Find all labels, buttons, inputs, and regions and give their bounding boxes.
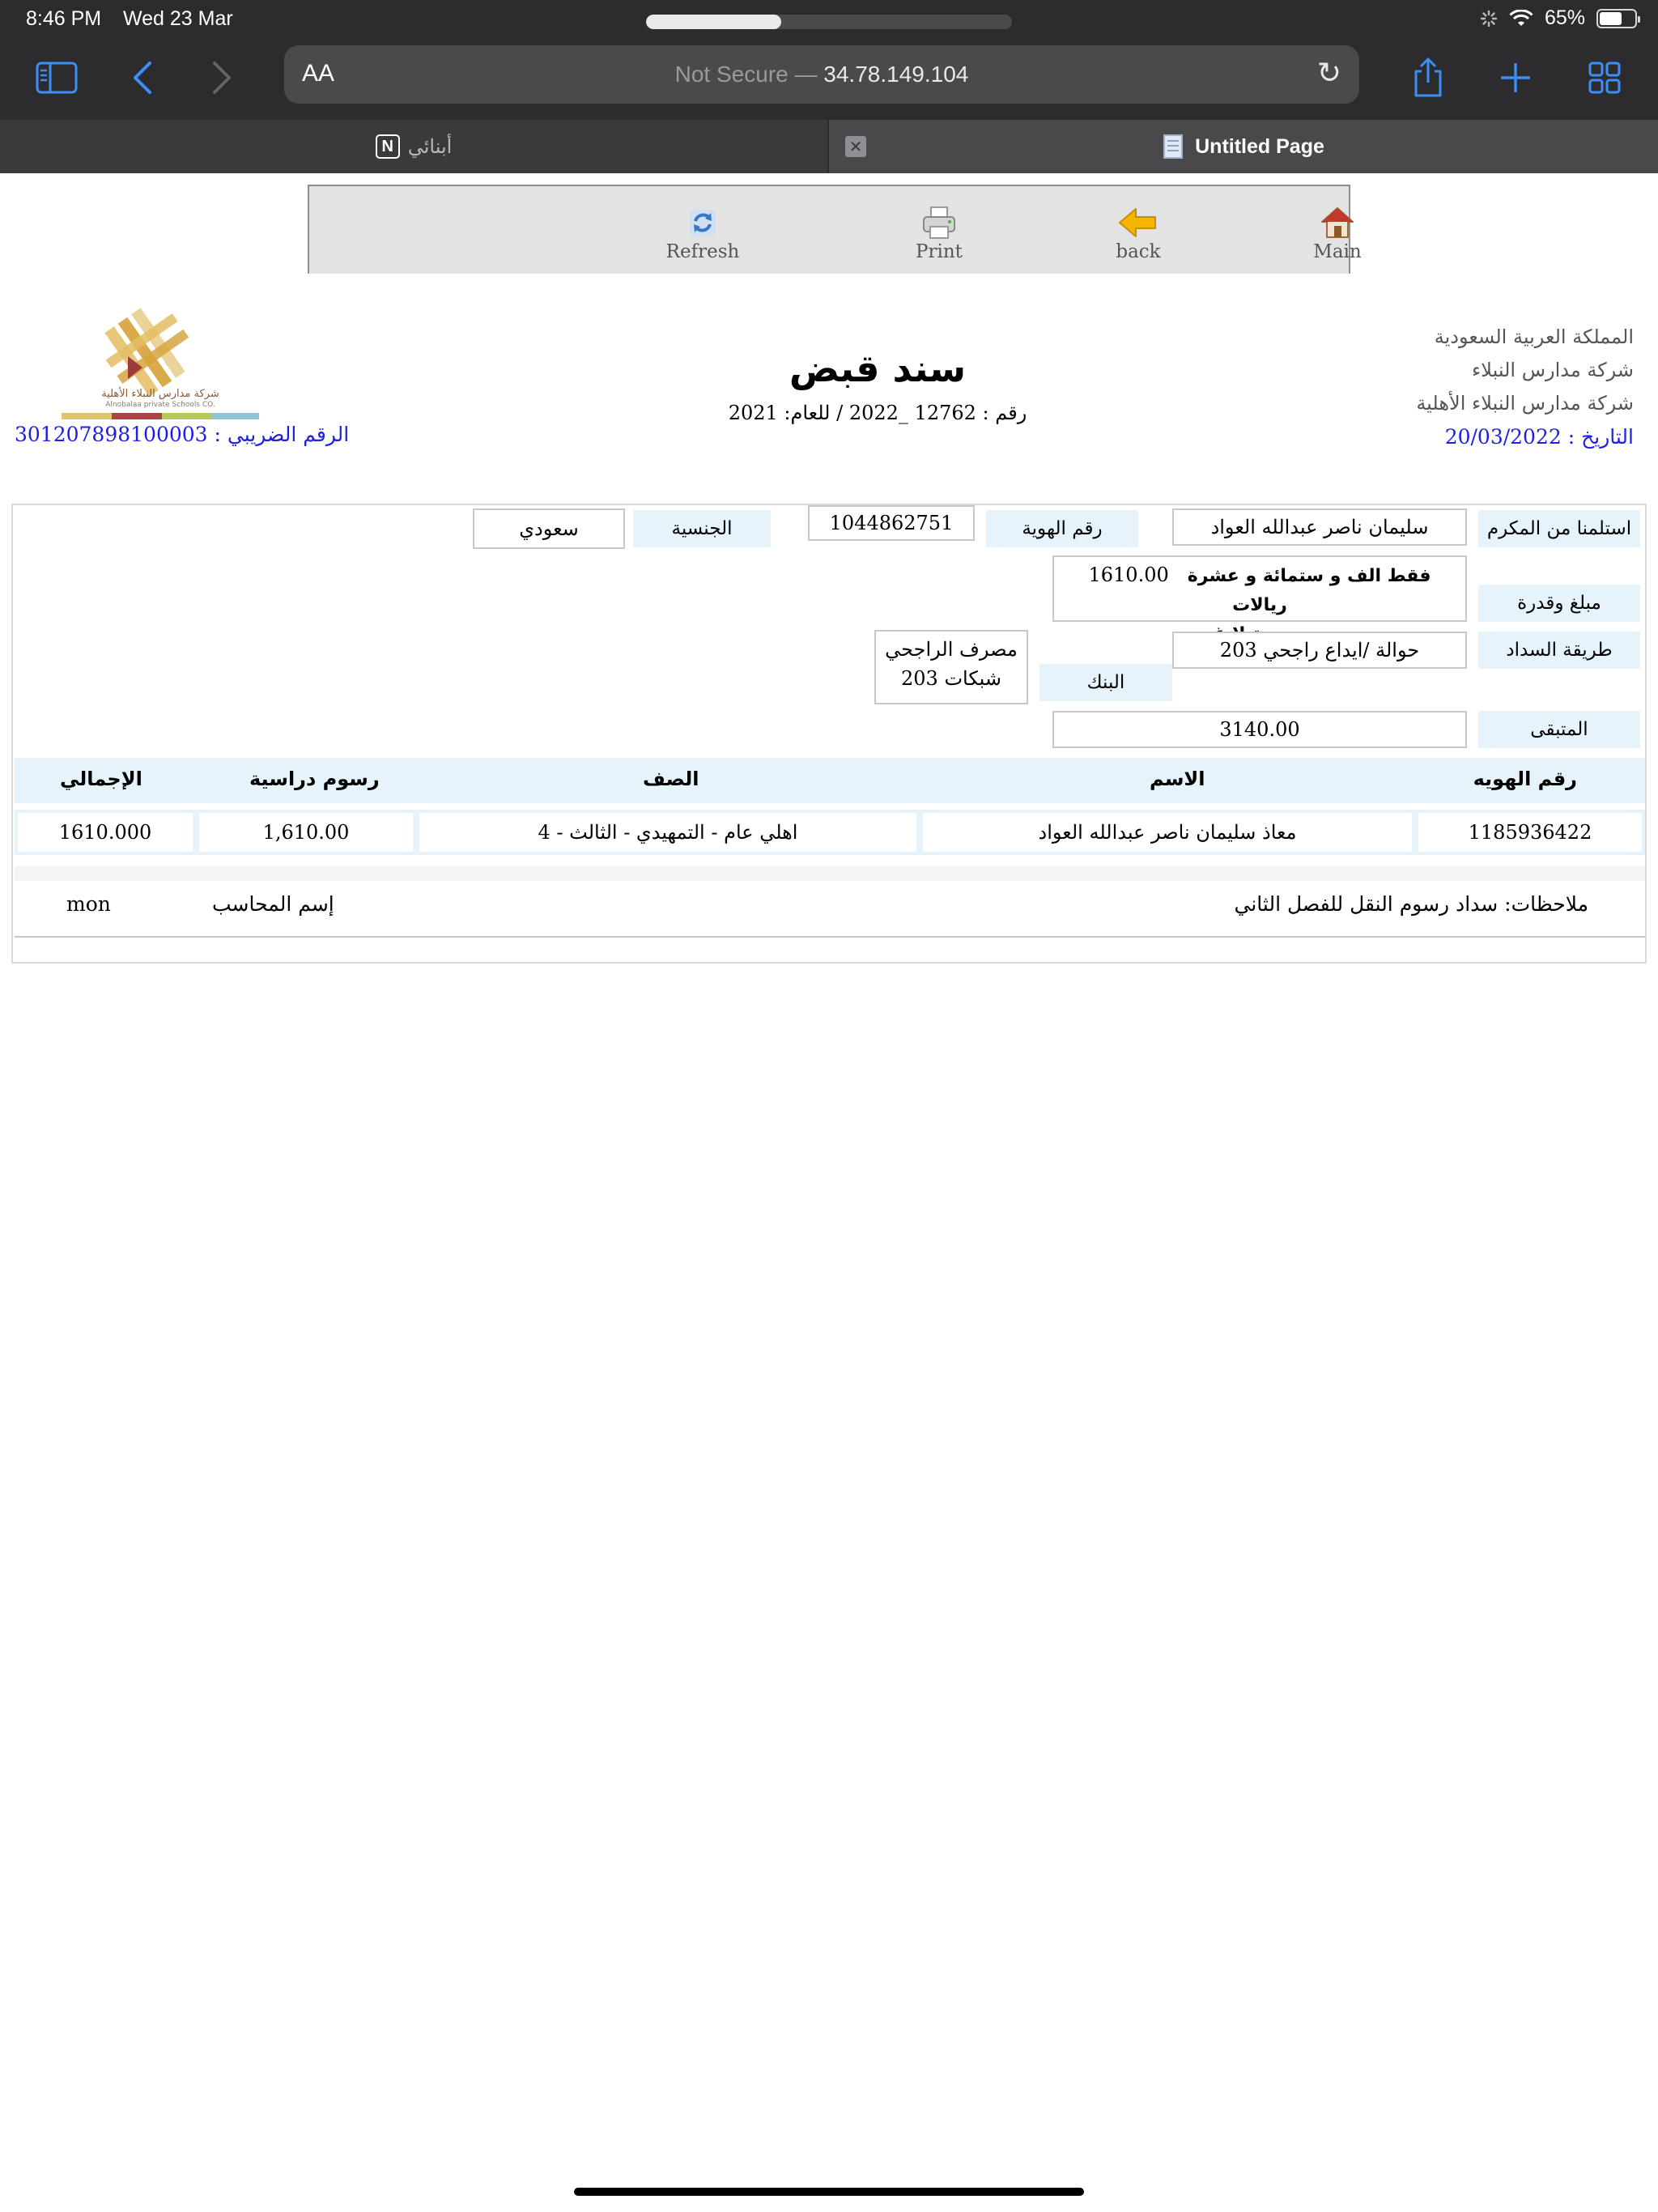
footer-divider <box>15 936 1645 938</box>
amount-line-1 <box>1062 560 1457 620</box>
tab-strip <box>0 120 1658 173</box>
org-company-full: شركة مدارس النبلاء الأهلية <box>1416 392 1634 415</box>
receipt-date: التاريخ : 20/03/2022 <box>1444 425 1634 449</box>
printer-icon <box>921 206 957 240</box>
cell-total <box>15 810 196 855</box>
forward-nav-icon[interactable] <box>198 53 246 102</box>
page-title: سند قبض <box>789 347 967 390</box>
tab-label: أبنائي <box>407 135 453 158</box>
nationality-label: الجنسية <box>633 510 771 547</box>
page-load-progress <box>646 15 1012 29</box>
tab-abnaai[interactable] <box>0 120 827 173</box>
received-from-value: سليمان ناصر عبدالله العواد <box>1172 508 1467 546</box>
receipt-box <box>11 504 1647 963</box>
col-id: رقم الهويه <box>1473 768 1577 790</box>
remaining-label: المتبقى <box>1478 711 1640 748</box>
battery-level <box>1600 12 1622 25</box>
cell-fees <box>196 810 416 855</box>
receipt-number: رقم : 12762 _2022 / للعام: 2021 <box>728 402 1027 424</box>
payment-method-label: طريقة السداد <box>1478 632 1640 669</box>
battery-percent: 65% <box>1544 6 1585 29</box>
status-bar <box>0 0 1658 37</box>
new-tab-icon[interactable] <box>1491 53 1540 102</box>
receipt-title-block <box>667 347 1088 424</box>
fees-table-header <box>15 758 1645 803</box>
address-host: 34.78.149.104 <box>823 62 969 87</box>
back-nav-icon[interactable] <box>118 53 167 102</box>
status-date: Wed 23 Mar <box>123 7 233 30</box>
menu-refresh[interactable] <box>654 204 751 262</box>
back-label: back <box>1116 241 1161 262</box>
close-tab-icon[interactable]: ✕ <box>845 136 866 157</box>
org-country: المملكة العربية السعودية <box>1434 325 1634 348</box>
bank-value <box>874 630 1028 704</box>
address-bar[interactable] <box>284 45 1359 104</box>
payment-method-value: حوالة /ايداع راجحي 203 <box>1172 632 1467 669</box>
home-indicator[interactable] <box>574 2188 1084 2196</box>
main-label: Main <box>1313 241 1362 262</box>
school-logo <box>58 301 262 424</box>
sidebar-toggle-icon[interactable] <box>32 53 81 102</box>
cell-id-text: 1185936422 <box>1418 813 1642 852</box>
address-text[interactable] <box>284 62 1359 87</box>
logo-english-text: Alnobalaa private Schools CO. <box>105 401 215 409</box>
tab-overview-icon[interactable] <box>1580 53 1629 102</box>
tab-favicon: N <box>376 134 400 159</box>
col-fees: رسوم دراسية <box>249 768 380 790</box>
tab-untitled-page[interactable] <box>829 120 1658 173</box>
received-from-label: استلمنا من المكرم <box>1478 510 1640 547</box>
menu-main[interactable] <box>1289 204 1386 262</box>
page-load-progress-fill <box>646 15 781 29</box>
cell-fees-text: 1,610.00 <box>199 813 413 852</box>
address-prefix: Not Secure — <box>674 62 824 87</box>
cell-total-text: 1610.000 <box>18 813 193 852</box>
browser-toolbar <box>0 37 1658 120</box>
status-indicators <box>1480 6 1637 30</box>
remaining-value: 3140.00 <box>1052 711 1467 748</box>
amount-number: 1610.00 <box>1088 564 1169 586</box>
wifi-icon <box>1509 10 1533 28</box>
battery-icon <box>1596 9 1637 28</box>
amount-value <box>1052 555 1467 622</box>
accountant-label: إسم المحاسب <box>212 892 334 916</box>
cell-class-text: اهلي عام - التمهيدي - الثالث - 4 <box>419 813 916 852</box>
refresh-icon <box>687 206 719 239</box>
cell-class <box>416 810 920 855</box>
col-total: الإجمالي <box>60 768 142 790</box>
organization-header <box>1416 321 1634 453</box>
menu-back[interactable] <box>1090 204 1187 262</box>
logo-arabic-text: شركة مدارس النبلاء الأهلية <box>101 388 219 400</box>
id-value: 1044862751 <box>808 505 975 541</box>
col-name: الاسم <box>1150 768 1205 790</box>
refresh-label: Refresh <box>665 241 740 262</box>
activity-spinner-icon <box>1480 10 1498 28</box>
col-class: الصف <box>643 768 699 790</box>
id-label: رقم الهوية <box>986 510 1138 547</box>
cell-name <box>920 810 1415 855</box>
org-company: شركة مدارس النبلاء <box>1472 359 1634 381</box>
accountant-name: mon <box>66 892 111 916</box>
status-time: 8:46 PM <box>26 7 102 30</box>
reader-aa-button[interactable]: AA <box>302 60 335 87</box>
menu-print[interactable] <box>891 204 988 262</box>
tax-number: الرقم الضريبي : 301207898100003 <box>15 423 350 446</box>
tab-label: Untitled Page <box>1195 134 1324 158</box>
cell-id <box>1415 810 1645 855</box>
page-menu <box>308 185 1362 274</box>
notes-text: ملاحظات: سداد رسوم النقل للفصل الثاني <box>1234 892 1588 916</box>
bank-label: البنك <box>1039 664 1172 701</box>
notes-separator <box>15 866 1645 881</box>
bank-line-1: مصرف الراجحي <box>885 638 1018 661</box>
amount-words-1: فقط الف و ستمائة و عشرة ريالات <box>1187 566 1431 615</box>
reload-icon[interactable]: ↻ <box>1316 57 1341 90</box>
back-arrow-icon <box>1118 206 1158 239</box>
table-row <box>15 803 1645 860</box>
home-icon <box>1320 206 1355 240</box>
print-label: Print <box>916 241 963 262</box>
share-icon[interactable] <box>1404 53 1452 102</box>
page-icon <box>1163 134 1185 160</box>
bank-line-2: شبكات 203 <box>901 667 1001 690</box>
nationality-value: سعودي <box>473 508 625 549</box>
amount-label: مبلغ وقدرة <box>1478 585 1640 622</box>
cell-name-text: معاذ سليمان ناصر عبدالله العواد <box>923 813 1412 852</box>
